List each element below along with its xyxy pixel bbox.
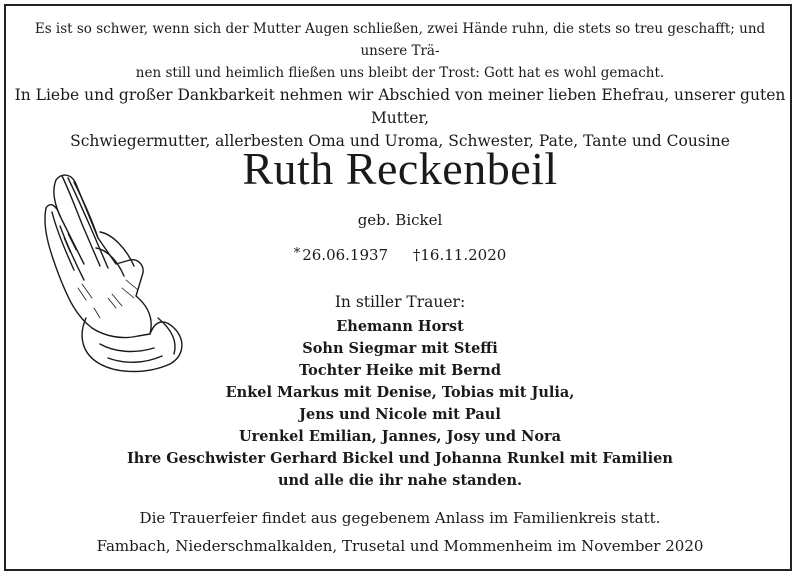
mourner-line: Ihre Geschwister Gerhard Bickel und Johanna Runkel mit Familien xyxy=(127,450,673,467)
poem-verse xyxy=(20,18,780,84)
birth-name: geb. Bickel xyxy=(357,211,443,229)
funeral-note: Die Trauerfeier findet aus gegebenem Anlass im Familienkreis statt. xyxy=(139,509,661,527)
death-cross-icon: † xyxy=(412,246,421,264)
intro-line: In Liebe und großer Dankbarkeit nehmen wir Abschied von meiner lieben Ehefrau, unserer guten Mutter, xyxy=(14,86,786,127)
mourner-line: Urenkel Emilian, Jannes, Josy und Nora xyxy=(238,428,562,445)
mourning-heading: In stiller Trauer: xyxy=(334,293,466,311)
mourner-line: Jens und Nicole mit Paul xyxy=(299,406,501,423)
mourner-line: und alle die ihr nahe standen. xyxy=(277,472,523,489)
mourner-line: Ehemann Horst xyxy=(336,318,464,335)
mourner-line: Tochter Heike mit Bernd xyxy=(299,362,501,379)
poem-line: Es ist so schwer, wenn sich der Mutter Augen schließen, zwei Hände ruhn, die stets so treu geschafft; und unsere Trä- xyxy=(34,21,766,59)
death-date-group xyxy=(413,245,506,265)
intro-line: Schwiegermutter, allerbesten Oma und Uroma, Schwester, Pate, Tante und Cousine xyxy=(70,132,730,150)
poem-line: nen still und heimlich fließen uns bleibt der Trost: Gott hat es wohl gemacht. xyxy=(135,65,665,81)
mourner-line: Enkel Markus mit Denise, Tobias mit Julia, xyxy=(225,384,575,401)
mourner-line: Sohn Siegmar mit Steffi xyxy=(302,340,498,357)
deceased-name: Ruth Reckenbeil xyxy=(242,143,558,194)
birth-star-icon: * xyxy=(293,246,301,261)
death-date: 16.11.2020 xyxy=(420,246,507,264)
birth-date: 26.06.1937 xyxy=(302,246,389,264)
birth-date-group xyxy=(294,245,388,267)
place-and-date: Fambach, Niederschmalkalden, Trusetal und Mommenheim im November 2020 xyxy=(96,537,704,555)
praying-hands-icon xyxy=(38,168,188,378)
